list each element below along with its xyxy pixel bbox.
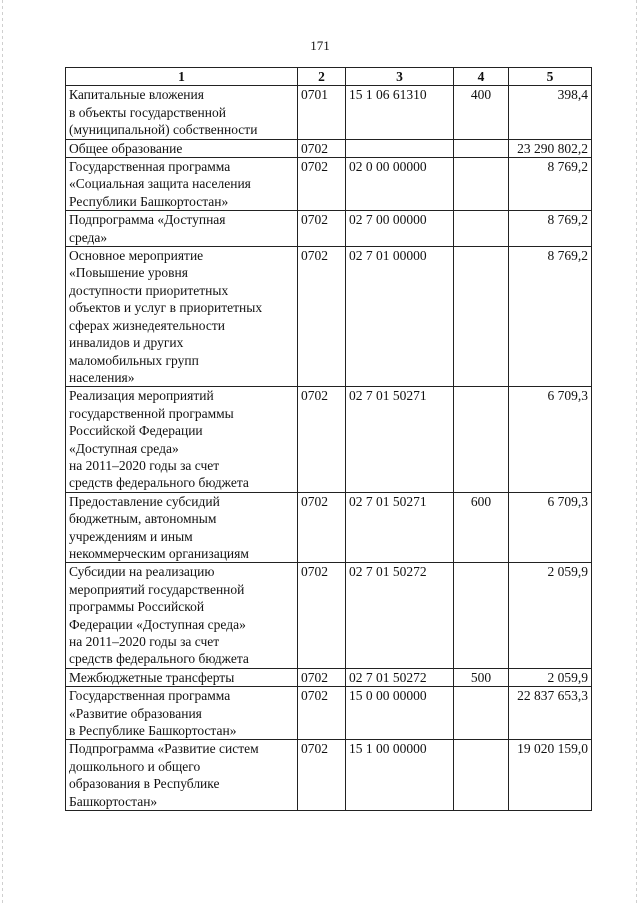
table-row [66, 387, 592, 492]
cell-amount: 2 059,9 [509, 563, 592, 668]
cell-expense-type [454, 139, 509, 157]
cell-amount: 6 709,3 [509, 387, 592, 492]
cell-target-code: 02 7 01 50271 [346, 387, 454, 492]
cell-amount: 8 769,2 [509, 211, 592, 247]
cell-section: 0701 [298, 86, 346, 139]
cell-expense-type [454, 687, 509, 740]
cell-name: Подпрограмма «Развитие систем дошкольного и общего образования в Республике Башкортостан» [66, 740, 298, 811]
cell-name: Подпрограмма «Доступная среда» [66, 211, 298, 247]
cell-name: Субсидии на реализацию мероприятий государственной программы Российской Федерации «Доступная среда» на 2011–2020 годы за счет средств федерального бюджета [66, 563, 298, 668]
cell-expense-type: 600 [454, 492, 509, 563]
cell-name: Основное мероприятие «Повышение уровня доступности приоритетных объектов и услуг в приоритетных сферах жизнедеятельности инвалидов и других маломобильных групп населения» [66, 247, 298, 387]
column-header-section: 2 [298, 68, 346, 86]
table-row [66, 247, 592, 387]
cell-section: 0702 [298, 247, 346, 387]
page-edge-right [636, 0, 637, 905]
cell-section: 0702 [298, 687, 346, 740]
cell-amount: 23 290 802,2 [509, 139, 592, 157]
cell-name: Межбюджетные трансферты [66, 668, 298, 686]
cell-target-code [346, 139, 454, 157]
cell-name: Государственная программа «Развитие образования в Республике Башкортостан» [66, 687, 298, 740]
table-header-row [66, 68, 592, 86]
cell-amount: 8 769,2 [509, 158, 592, 211]
cell-name: Общее образование [66, 139, 298, 157]
table-row [66, 740, 592, 811]
table-body [66, 86, 592, 811]
cell-section: 0702 [298, 740, 346, 811]
cell-name: Государственная программа «Социальная защита населения Республики Башкортостан» [66, 158, 298, 211]
table-row [66, 211, 592, 247]
cell-target-code: 02 0 00 00000 [346, 158, 454, 211]
column-header-name: 1 [66, 68, 298, 86]
cell-section: 0702 [298, 139, 346, 157]
table-row [66, 668, 592, 686]
cell-amount: 2 059,9 [509, 668, 592, 686]
cell-name: Реализация мероприятий государственной программы Российской Федерации «Доступная среда» на 2011–2020 годы за счет средств федерального бюджета [66, 387, 298, 492]
table-row [66, 687, 592, 740]
cell-target-code: 02 7 01 50272 [346, 668, 454, 686]
cell-expense-type [454, 740, 509, 811]
cell-target-code: 02 7 00 00000 [346, 211, 454, 247]
budget-table [65, 67, 592, 811]
cell-amount: 8 769,2 [509, 247, 592, 387]
cell-expense-type [454, 211, 509, 247]
cell-target-code: 02 7 01 00000 [346, 247, 454, 387]
cell-expense-type: 500 [454, 668, 509, 686]
cell-target-code: 15 1 06 61310 [346, 86, 454, 139]
cell-section: 0702 [298, 492, 346, 563]
cell-section: 0702 [298, 387, 346, 492]
cell-name: Капитальные вложения в объекты государственной (муниципальной) собственности [66, 86, 298, 139]
cell-amount: 19 020 159,0 [509, 740, 592, 811]
table-row [66, 492, 592, 563]
cell-expense-type: 400 [454, 86, 509, 139]
cell-section: 0702 [298, 563, 346, 668]
cell-target-code: 02 7 01 50271 [346, 492, 454, 563]
cell-amount: 22 837 653,3 [509, 687, 592, 740]
cell-section: 0702 [298, 158, 346, 211]
page-edge-left [2, 0, 3, 905]
cell-name: Предоставление субсидий бюджетным, автономным учреждениям и иным некоммерческим организациям [66, 492, 298, 563]
table-row [66, 139, 592, 157]
column-header-target: 3 [346, 68, 454, 86]
table-row [66, 158, 592, 211]
cell-target-code: 15 0 00 00000 [346, 687, 454, 740]
cell-target-code: 02 7 01 50272 [346, 563, 454, 668]
cell-expense-type [454, 247, 509, 387]
table-row [66, 86, 592, 139]
cell-expense-type [454, 563, 509, 668]
cell-section: 0702 [298, 668, 346, 686]
cell-target-code: 15 1 00 00000 [346, 740, 454, 811]
column-header-amount: 5 [509, 68, 592, 86]
column-header-type: 4 [454, 68, 509, 86]
table-row [66, 563, 592, 668]
cell-amount: 6 709,3 [509, 492, 592, 563]
page-number: 171 [310, 38, 330, 53]
cell-section: 0702 [298, 211, 346, 247]
cell-expense-type [454, 158, 509, 211]
cell-amount: 398,4 [509, 86, 592, 139]
cell-expense-type [454, 387, 509, 492]
